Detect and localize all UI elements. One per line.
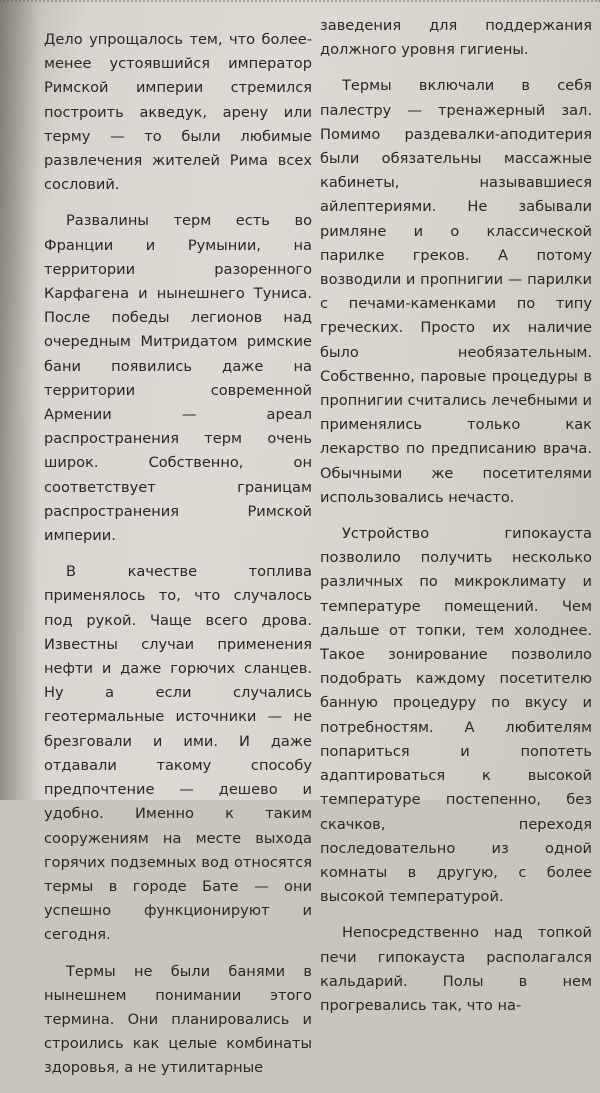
paragraph: Термы включали в себя палестру — тренажерный зал. Помимо раздевалки-аподитерия были обязательны массажные кабинеты, называвшиеся айлептериями. Не забывали римляне и о классической парилке греков. А потому возводили и пропнигии — парилки с печами-каменками по типу греческих. Просто их наличие было необязательным. Собственно, паровые процедуры в пропнигии считались лечебными и применялись только как лекарство по предписанию врача. Обычными же посетителями использовались нечасто. — [320, 77, 592, 506]
paragraph: Непосредственно над топкой печи гипокауста располагался кальдарий. Полы в нем прогревались так, что на- — [320, 924, 592, 1014]
paragraph: заведения для поддержания должного уровня гигиены. — [320, 17, 592, 59]
paragraph: Дело упрощалось тем, что более-менее устоявшийся император Римской империи стремился построить акведук, арену или терму — то были любимые развлечения жителей Рима всех сословий. — [44, 31, 312, 194]
page-top-edge — [0, 0, 600, 10]
paragraph: Устройство гипокауста позволило получить несколько различных по микроклимату и температуре помещений. Чем дальше от топки, тем холоднее. Такое зонирование позволило подобрать каждому посетителю банную процедуру по вкусу и потребностям. А любителям попариться и попотеть адаптироваться к высокой температуре постепенно, без скачков, переходя последовательно из одной комнаты в другую, с более высокой температурой. — [320, 525, 592, 906]
page-edge-shadow — [0, 0, 40, 800]
paragraph: Термы не были банями в нынешнем понимании этого термина. Они планировались и строились как целые комбинаты здоровья, а не утилитарные — [44, 962, 312, 1077]
left-text-column — [44, 28, 312, 1093]
right-text-column — [320, 14, 592, 1030]
paragraph: Развалины терм есть во Франции и Румынии, на территории разоренного Карфагена и нынешнего Туниса. После победы легионов над очередным Митридатом римские бани появились даже на территории современной Армении — ареал распространения терм очень широк. Собственно, он соответствует границам распространения Римской империи. — [44, 212, 312, 545]
paragraph: В качестве топлива применялось то, что случалось под рукой. Чаще всего дрова. Известны случаи применения нефти и даже горючих сланцев. Ну а если случались геотермальные источники — не брезговали и ими. И даже отдавали такому способу предпочтение — дешево и удобно. Именно к таким сооружениям на месте выхода горячих подземных вод относятся термы в городе Бате — они успешно функционируют и сегодня. — [44, 563, 312, 944]
